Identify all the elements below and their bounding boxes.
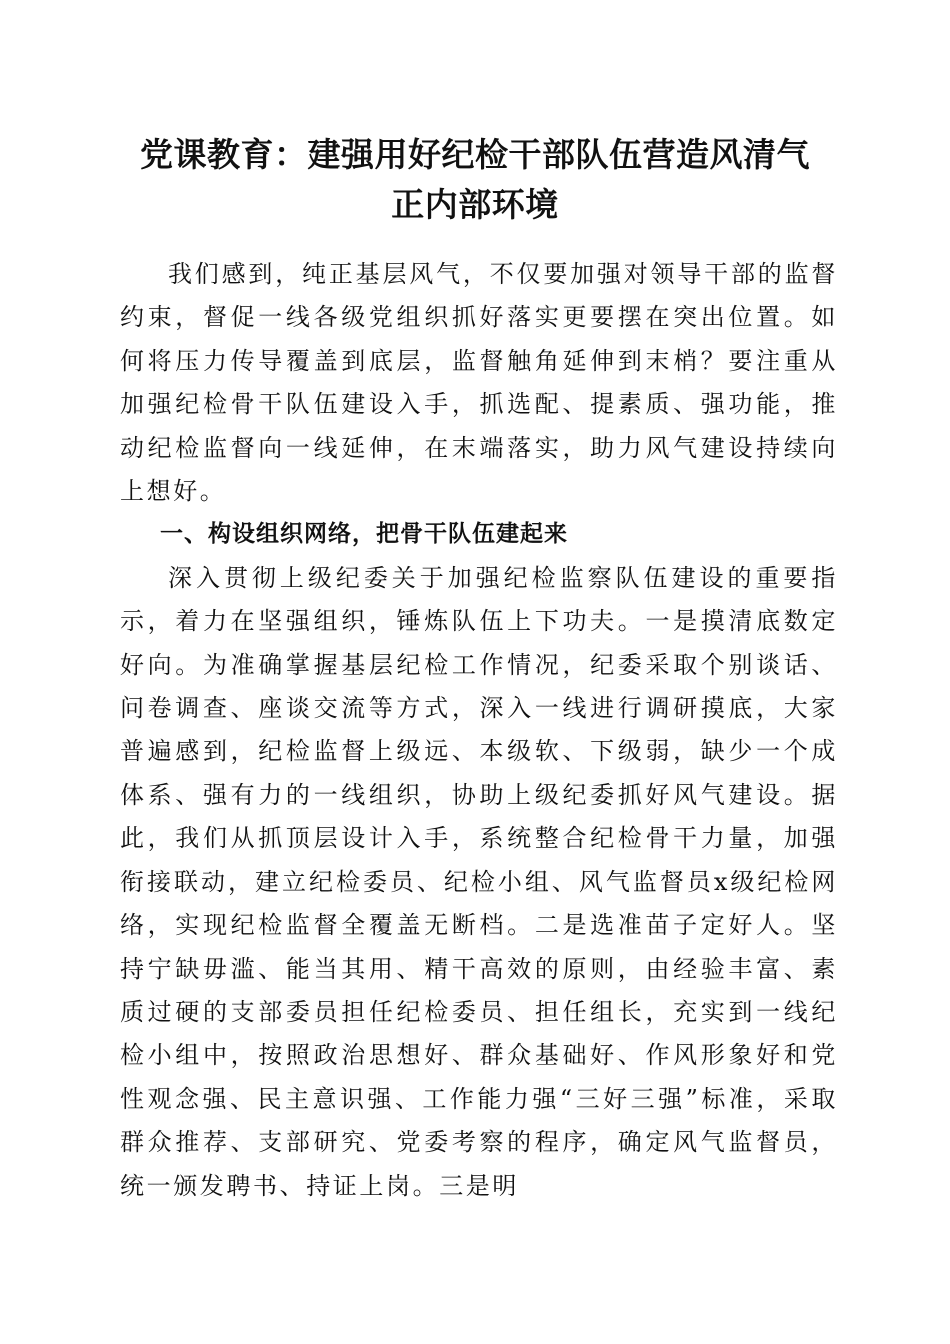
document-body: [120, 253, 838, 1208]
section-heading: 一、构设组织网络，把骨干队伍建起来: [160, 521, 568, 548]
document-title: [100, 130, 850, 230]
intro-paragraph: 我们感到，纯正基层风气，不仅要加强对领导干部的监督约束，督促一线各级党组织抓好落实更要摆在突出位置。如何将压力传导覆盖到底层，监督触角延伸到末梢？要注重从加强纪检骨干队伍建设入手，抓选配、提素质、强功能，推动纪检监督向一线延伸，在末端落实，助力风气建设持续向上想好。: [120, 260, 838, 506]
title-line-2: 正内部环境: [391, 185, 559, 224]
title-line-1: 党课教育：建强用好纪检干部队伍营造风清气: [140, 135, 810, 174]
section-paragraph: 深入贯彻上级纪委关于加强纪检监察队伍建设的重要指示，着力在坚强组织，锤炼队伍上下功夫。一是摸清底数定好向。为准确掌握基层纪检工作情况，纪委采取个别谈话、问卷调查、座谈交流等方式，深入一线进行调研摸底，大家普遍感到，纪检监督上级远、本级软、下级弱，缺少一个成体系、强有力的一线组织，协助上级纪委抓好风气建设。据此，我们从抓顶层设计入手，系统整合纪检骨干力量，加强衔接联动，建立纪检委员、纪检小组、风气监督员x级纪检网络，实现纪检监督全覆盖无断档。二是选准苗子定好人。坚持宁缺毋滥、能当其用、精干高效的原则，由经验丰富、素质过硬的支部委员担任纪检委员、担任组长，充实到一线纪检小组中，按照政治思想好、群众基础好、作风形象好和党性观念强、民主意识强、工作能力强“三好三强”标准，采取群众推荐、支部研究、党委考察的程序，确定风气监督员，统一颁发聘书、持证上岗。三是明: [120, 563, 838, 1200]
